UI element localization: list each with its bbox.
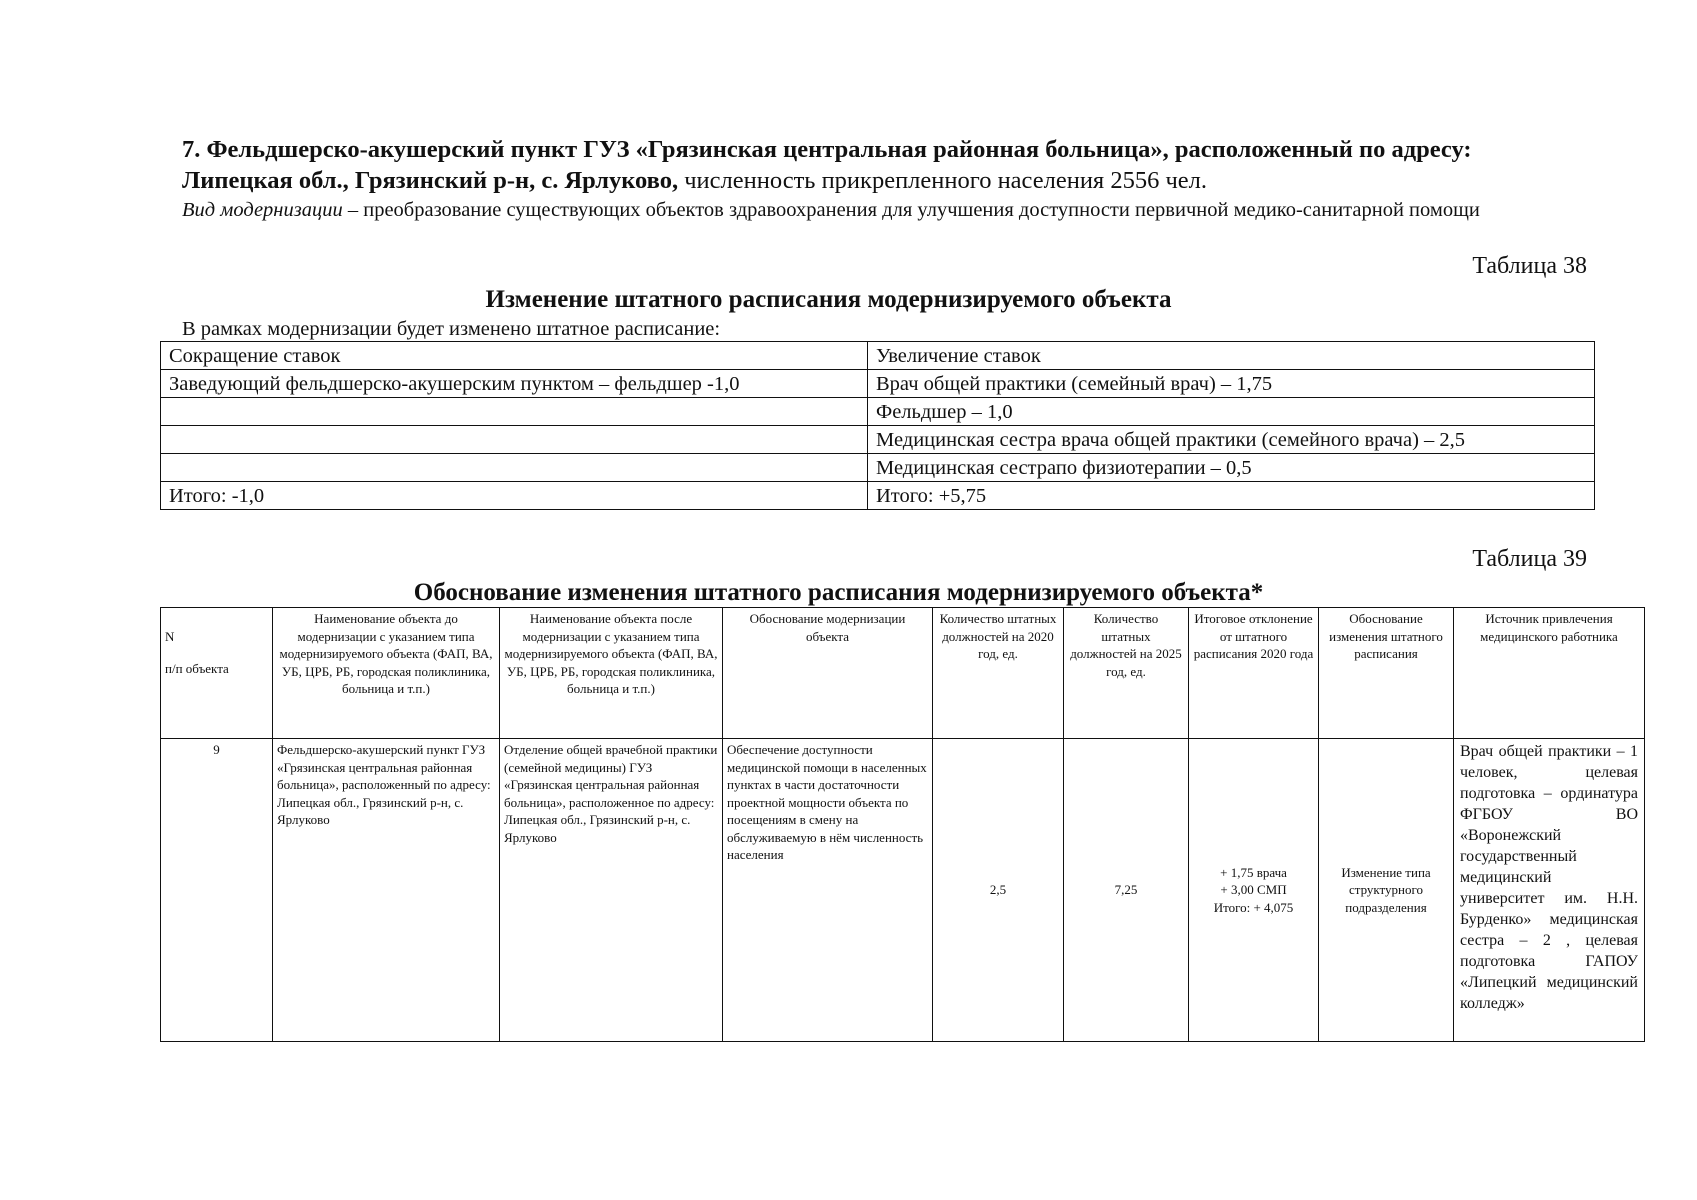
row-before: Фельдшерско-акушерский пункт ГУЗ «Грязинская центральная районная больница», расположенный по адресу: Липецкая обл., Грязинский р-н, с. Ярлуково (273, 739, 500, 1042)
reduction-cell: Заведующий фельдшерско-акушерским пунктом – фельдшер -1,0 (161, 370, 868, 398)
header-increase: Увеличение ставок (868, 342, 1595, 370)
modernization-type (182, 196, 1522, 224)
increase-cell: Врач общей практики (семейный врач) – 1,75 (868, 370, 1595, 398)
modernization-text: – преобразование существующих объектов здравоохранения для улучшения доступности первичной медико-санитарной помощи (342, 199, 1480, 221)
table-38-title: Изменение штатного расписания модернизируемого объекта (485, 286, 1172, 313)
increase-cell: Медицинская сестра врача общей практики (семейного врача) – 2,5 (868, 426, 1595, 454)
header-count-2020: Количество штатных должностей на 2020 год, ед. (933, 608, 1064, 739)
header-before: Наименование объекта до модернизации с указанием типа модернизируемого объекта (ФАП, ВА, УБ, ЦРБ, РБ, городская поликлиника, больница и т.п.) (273, 608, 500, 739)
reduction-total: Итого: -1,0 (161, 482, 868, 510)
staff-change-table (160, 341, 1595, 510)
section-heading (182, 134, 1582, 196)
increase-total: Итого: +5,75 (868, 482, 1595, 510)
table-row (161, 426, 1595, 454)
increase-cell: Медицинская сестрапо физиотерапии – 0,5 (868, 454, 1595, 482)
row-count-2020: 2,5 (933, 739, 1064, 1042)
reduction-cell (161, 398, 868, 426)
table-39-title: Обоснование изменения штатного расписания модернизируемого объекта* (413, 579, 1264, 606)
table-header-row (161, 608, 1645, 739)
table-total-row (161, 482, 1595, 510)
modernization-label: Вид модернизации (182, 199, 343, 221)
table-39-number: Таблица 39 (1472, 546, 1587, 572)
reduction-cell (161, 426, 868, 454)
table-row (161, 398, 1595, 426)
header-num-line1: N (165, 629, 175, 644)
reduction-cell (161, 454, 868, 482)
table-row (161, 370, 1595, 398)
row-justification: Обеспечение доступности медицинской помощи в населенных пунктах в части достаточности проектной мощности объекта по посещениям в смену на обслуживаемую в нём численность населения (723, 739, 933, 1042)
row-after: Отделение общей врачебной практики (семейной медицины) ГУЗ «Грязинская центральная районная больница», расположенное по адресу: Липецкая обл., Грязинский р-н, с. Ярлуково (500, 739, 723, 1042)
header-num-line2: п/п объекта (165, 660, 229, 676)
table-row (161, 454, 1595, 482)
header-justification: Обоснование модернизации объекта (723, 608, 933, 739)
header-reason: Обоснование изменения штатного расписания (1319, 608, 1454, 739)
table-38-number: Таблица 38 (1472, 253, 1587, 279)
row-count-2025: 7,25 (1064, 739, 1189, 1042)
header-source: Источник привлечения медицинского работника (1454, 608, 1645, 739)
header-count-2025: Количество штатных должностей на 2025 год, ед. (1064, 608, 1189, 739)
table-38-intro: В рамках модернизации будет изменено штатное расписание: (182, 318, 721, 340)
increase-cell: Фельдшер – 1,0 (868, 398, 1595, 426)
header-deviation: Итоговое отклонение от штатного расписания 2020 года (1189, 608, 1319, 739)
deviation-total: Итого: + 4,075 (1213, 899, 1294, 915)
header-after: Наименование объекта после модернизации с указанием типа модернизируемого объекта (ФАП, ВА, УБ, ЦРБ, РБ, городская поликлиника, больница и т.п.) (500, 608, 723, 739)
table-header-row (161, 342, 1595, 370)
section-heading-population: численность прикрепленного населения 2556 чел. (678, 167, 1207, 194)
header-reduction: Сокращение ставок (161, 342, 868, 370)
table-row (161, 739, 1645, 1042)
staff-justification-table (160, 607, 1645, 1042)
row-deviation (1189, 739, 1319, 1042)
row-num: 9 (161, 739, 273, 1042)
deviation-doctors: + 1,75 врача (1220, 864, 1287, 880)
row-source: Врач общей практики – 1 человек, целевая подготовка – ординатура ФГБОУ ВО «Воронежский государственный медицинский университет им. Н.Н. Бурденко» медицинская сестра – 2 , целевая подготовка ГАПОУ «Липецкий медицинский колледж» (1454, 739, 1645, 1042)
row-reason: Изменение типа структурного подразделения (1319, 739, 1454, 1042)
deviation-nurses: + 3,00 СМП (1220, 882, 1287, 898)
section-heading-bold: 7. Фельдшерско-акушерский пункт ГУЗ «Грязинская центральная районная больница», расположенный по адресу: Липецкая обл., Грязинский р-н, с. Ярлуково, (182, 136, 1472, 194)
header-num (161, 608, 273, 739)
